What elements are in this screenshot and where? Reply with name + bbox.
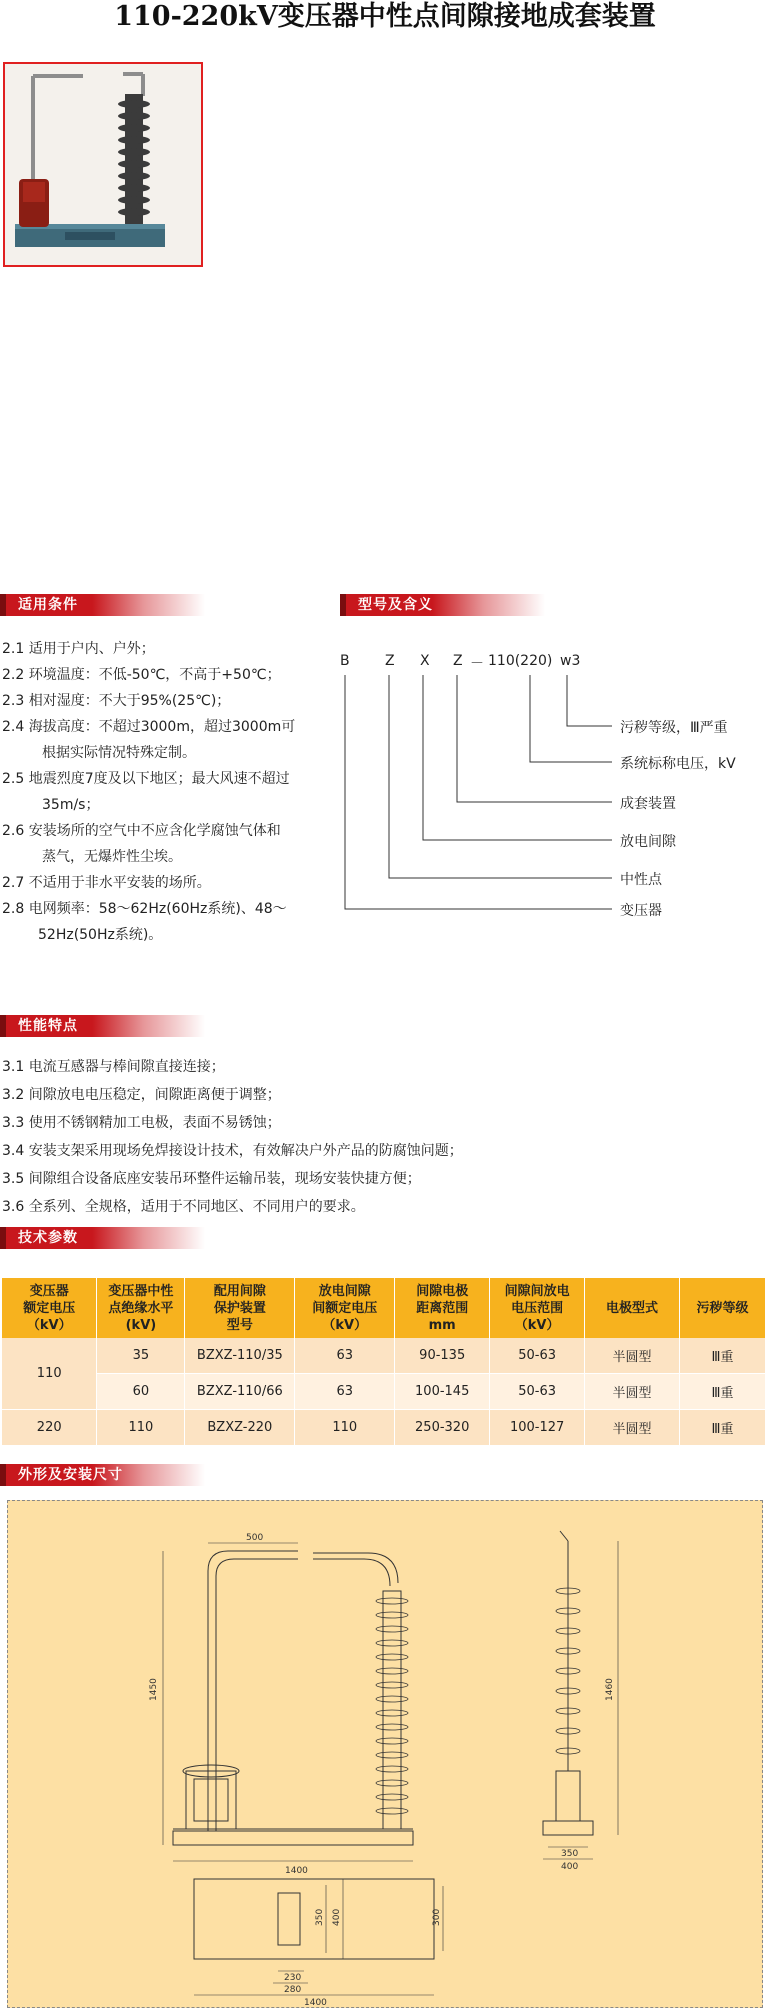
column-header: 间隙间放电 电压范围 （kV） [490,1278,585,1338]
section-header-model [340,594,545,616]
dim-label: 280 [284,1985,302,1995]
code-z1: Z [385,653,395,669]
table-cell: 60 [97,1374,185,1410]
table-cell: 半圆型 [585,1374,680,1410]
list-item: 根据实际情况特殊定制。 [42,745,196,761]
table-cell: BZXZ-220 [185,1410,295,1446]
list-item: 3.5 间隙组合设备底座安装吊环整件运输吊装，现场安装快捷方便； [2,1171,421,1187]
code-z2: Z [453,653,463,669]
column-header: 污秽等级 [680,1278,766,1338]
code-voltage: 110(220) [488,653,553,669]
dim-label: 350 [561,1849,579,1859]
column-header: 变压器中性 点绝缘水平 (kV) [97,1278,185,1338]
list-item: 2.7 不适用于非水平安装的场所。 [2,875,211,891]
table-cell: BZXZ-110/66 [185,1374,295,1410]
legend-item: 中性点 [620,872,662,888]
table-cell: 半圆型 [585,1410,680,1446]
list-item: 3.3 使用不锈钢精加工电极，表面不易锈蚀； [2,1115,281,1131]
table-cell: 50-63 [490,1338,585,1374]
features-list [2,1053,742,1221]
list-item: 2.2 环境温度：不低-50℃，不高于+50℃； [2,667,281,683]
table-row [2,1374,766,1410]
list-item: 3.1 电流互感器与棒间隙直接连接； [2,1059,225,1075]
dim-label: 230 [284,1973,302,1983]
table-header-row [2,1278,766,1338]
model-connector-lines [340,645,760,935]
table-row [2,1410,766,1446]
dim-label: 400 [332,1908,342,1926]
section-title: 性能特点 [18,1018,78,1034]
list-item: 2.8 电网频率：58～62Hz(60Hz系统)、48～ [2,901,287,917]
section-title: 外形及安装尺寸 [18,1467,123,1483]
list-item: 2.6 安装场所的空气中不应含化学腐蚀气体和 [2,823,281,839]
list-item: 2.3 相对湿度：不大于95%(25℃)； [2,693,231,709]
list-item: 3.2 间隙放电电压稳定，间隙距离便于调整； [2,1087,281,1103]
table-cell: 35 [97,1338,185,1374]
dim-label: 350 [315,1908,325,1926]
conditions-list [2,636,332,948]
table-cell: 110 [2,1338,97,1410]
list-item: 35m/s； [42,797,100,813]
section-header-dimensions [0,1464,205,1486]
list-item: 3.4 安装支架采用现场免焊接设计技术，有效解决户外产品的防腐蚀问题； [2,1143,463,1159]
table-row [2,1338,766,1374]
dimension-drawing [7,1500,763,2008]
table-cell: 100-127 [490,1410,585,1446]
dim-label: 400 [561,1862,579,1872]
list-item: 2.1 适用于户内、户外； [2,641,155,657]
dim-label: 1460 [605,1678,615,1701]
code-b: B [340,653,350,669]
dim-label: 300 [432,1908,442,1926]
list-item: 52Hz(50Hz系统)。 [38,927,163,943]
dim-label: 1450 [149,1678,159,1701]
section-title: 型号及含义 [358,597,433,613]
table-cell: 110 [295,1410,395,1446]
section-header-tech [0,1227,205,1249]
dimension-drawing-svg [8,1501,762,2007]
column-header: 电极型式 [585,1278,680,1338]
dim-label: 500 [246,1533,264,1543]
product-illustration [5,64,201,265]
legend-item: 污秽等级，Ⅲ严重 [620,720,728,736]
model-diagram [340,645,760,935]
table-cell: 63 [295,1338,395,1374]
dim-label: 1400 [304,1998,327,2007]
column-header: 间隙电极 距离范围 mm [395,1278,490,1338]
legend-item: 系统标称电压，kV [620,756,736,772]
code-dash: － [470,656,484,672]
table-cell: 90-135 [395,1338,490,1374]
table-cell: 半圆型 [585,1338,680,1374]
page-title: 110-220kV变压器中性点间隙接地成套装置 [114,1,656,32]
legend-item: 成套装置 [620,796,676,812]
code-x: X [420,653,430,669]
section-title: 适用条件 [18,597,78,613]
list-item: 3.6 全系列、全规格，适用于不同地区、不同用户的要求。 [2,1199,365,1215]
spec-table [2,1278,766,1446]
table-cell: 50-63 [490,1374,585,1410]
legend-item: 放电间隙 [620,834,676,850]
product-photo [3,62,203,267]
table-cell: 250-320 [395,1410,490,1446]
section-header-conditions [0,594,205,616]
column-header: 放电间隙 间额定电压 （kV） [295,1278,395,1338]
table-cell: 110 [97,1410,185,1446]
section-title: 技术参数 [18,1230,78,1246]
section-header-features [0,1015,205,1037]
column-header: 变压器 额定电压 （kV） [2,1278,97,1338]
table-cell: Ⅲ重 [680,1374,766,1410]
table-cell: 63 [295,1374,395,1410]
table-cell: 100-145 [395,1374,490,1410]
table-cell: Ⅲ重 [680,1410,766,1446]
table-cell: 220 [2,1410,97,1446]
table-cell: BZXZ-110/35 [185,1338,295,1374]
legend-item: 变压器 [620,903,662,919]
table-cell: Ⅲ重 [680,1338,766,1374]
list-item: 2.4 海拔高度：不超过3000m，超过3000m可 [2,719,296,735]
column-header: 配用间隙 保护装置 型号 [185,1278,295,1338]
list-item: 蒸气，无爆炸性尘埃。 [42,849,182,865]
list-item: 2.5 地震烈度7度及以下地区；最大风速不超过 [2,771,290,787]
code-w: w3 [560,653,581,669]
dim-label: 1400 [285,1866,308,1876]
